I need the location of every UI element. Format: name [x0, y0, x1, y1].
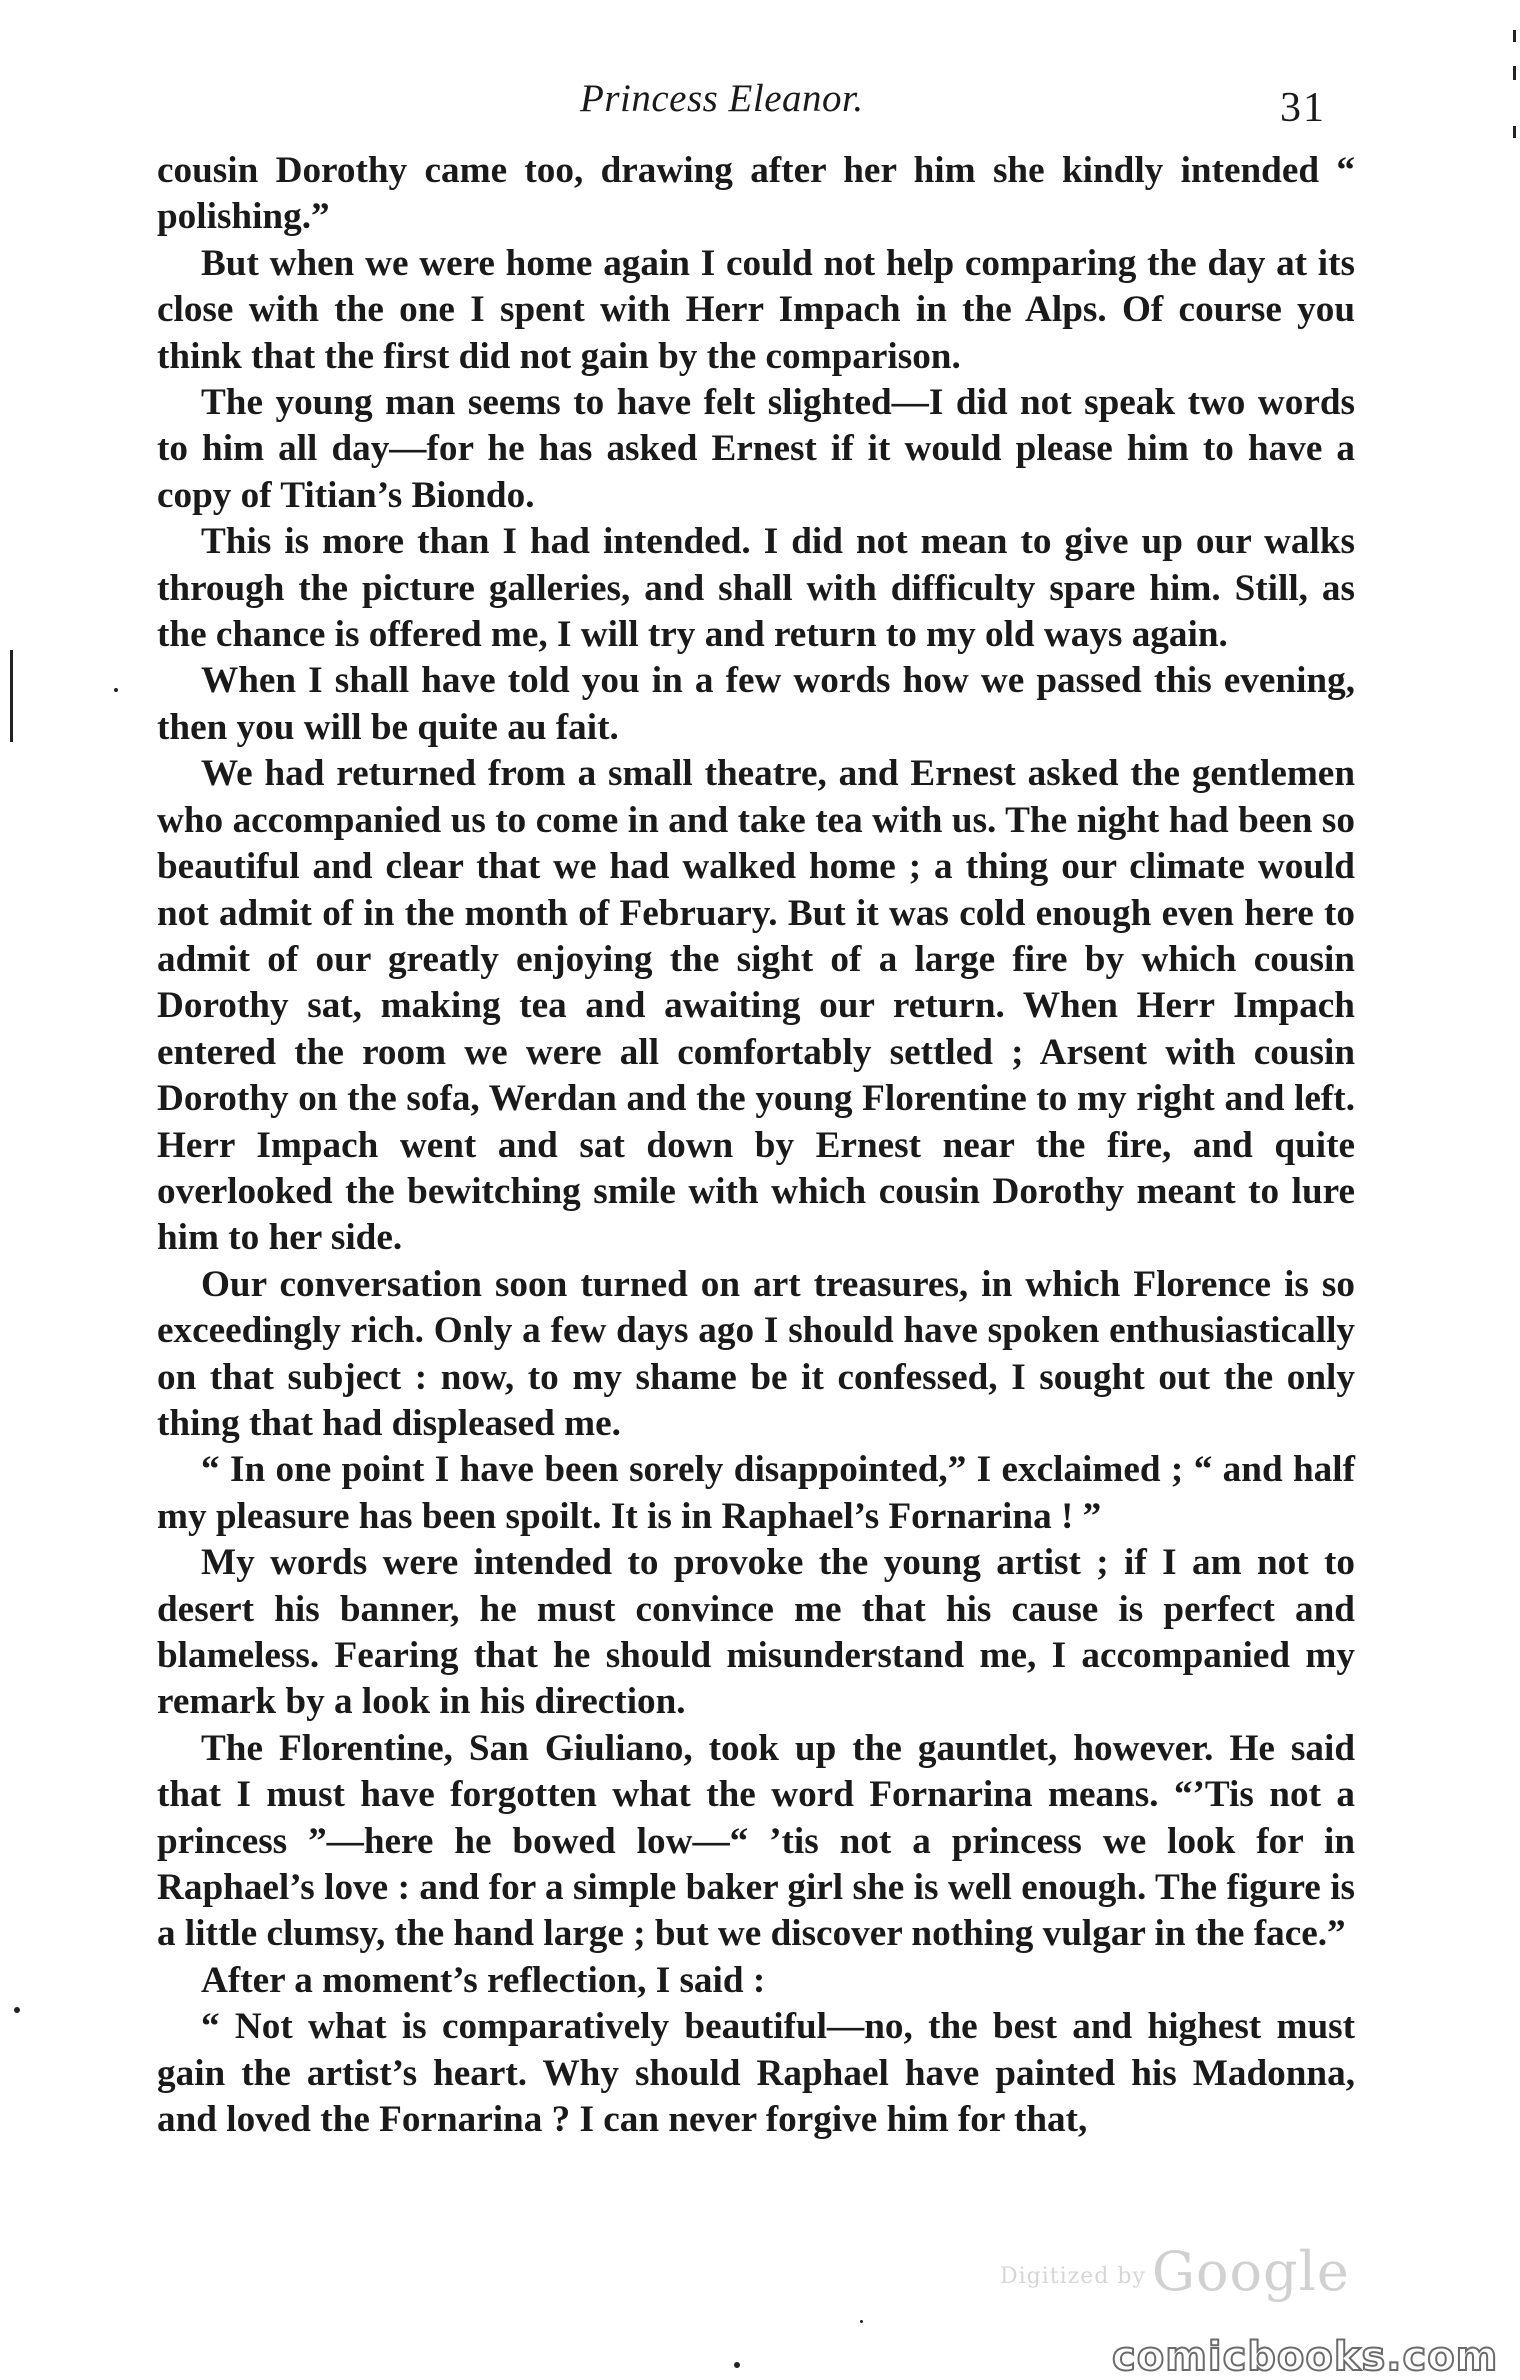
paragraph: When I shall have told you in a few words how we passed this evening, then you will be quite au fait. [157, 660, 1355, 748]
paragraph: After a moment’s reflection, I said : [201, 1959, 766, 2001]
scan-speck [734, 2362, 740, 2368]
paragraph: This is more than I had intended. I did not mean to give up our walks through the picture galleries, and shall with difficulty spare him. Still, as the chance is offered me, I will try and return to my old ways again. [157, 521, 1355, 656]
running-head [0, 70, 1520, 130]
paragraph: My words were intended to provoke the young artist ; if I am not to desert his banner, he must convince me that his cause is perfect and blameless. Fearing that he should misunderstand me, I accompanied my remark by a look in his direction. [157, 1542, 1355, 1723]
running-title: Princess Eleanor. [580, 77, 864, 120]
google-watermark [1000, 2240, 1350, 2303]
paragraph: But when we were home again I could not help comparing the day at its close with the one I spent with Herr Impach in the Alps. Of course you think that the first did not gain by the comparison. [157, 242, 1355, 377]
paragraph: “ Not what is comparatively beautiful—no, the best and highest must gain the artist’s heart. Why should Raphael have painted his Madonna, and loved the Fornarina ? I can never forgive him for that, [157, 2006, 1355, 2141]
google-watermark-prefix: Digitized by [1000, 2263, 1146, 2289]
paragraph: The Florentine, San Giuliano, took up the gauntlet, however. He said that I must have forgotten what the word Fornarina means. “’Tis not a princess ”—here he bowed low—“ ’tis not a princess we look for in Raphael’s love : and for a simple baker girl she is well enough. The figure is a little clumsy, the hand large ; but we discover nothing vulgar in the face.” [157, 1727, 1355, 1955]
scan-speck [14, 2007, 20, 2013]
google-watermark-logo: Google [1151, 2240, 1350, 2303]
scan-artifact-mark [1513, 66, 1516, 80]
page-number: 31 [1280, 85, 1326, 131]
site-watermark: comicbooks.com [1112, 2334, 1499, 2380]
scan-speck [860, 2320, 863, 2323]
paragraph: Our conversation soon turned on art treasures, in which Florence is so exceedingly rich. Only a few days ago I should have spoken enthusiastically on that subject : now, to my shame be it confessed, I sought out the only thing that had displeased me. [157, 1263, 1355, 1444]
body-text [157, 148, 1355, 2143]
scan-artifact-mark [1513, 30, 1516, 42]
scan-speck [114, 688, 118, 692]
paragraph: The young man seems to have felt slighted—I did not speak two words to him all day—for he has asked Ernest if it would please him to have a copy of Titian’s Biondo. [157, 382, 1355, 516]
scan-artifact-line [10, 650, 13, 742]
scan-artifact-mark [1513, 126, 1516, 138]
paragraph: cousin Dorothy came too, drawing after her him she kindly intended “ polishing.” [157, 150, 1355, 238]
paragraph: “ In one point I have been sorely disappointed,” I exclaimed ; “ and half my pleasure has been spoilt. It is in Raphael’s Fornarina ! ” [157, 1449, 1355, 1537]
paragraph: We had returned from a small theatre, and Ernest asked the gentlemen who accompanied us to come in and take tea with us. The night had been so beautiful and clear that we had walked home ; a thing our climate would not admit of in the month of February. But it was cold enough even here to admit of our greatly enjoying the sight of a large fire by which cousin Dorothy sat, making tea and awaiting our return. When Herr Impach entered the room we were all comfortably settled ; Arsent with cousin Dorothy on the sofa, Werdan and the young Florentine to my right and left. Herr Impach went and sat down by Ernest near the fire, and quite overlooked the bewitching smile with which cousin Dorothy meant to lure him to her side. [157, 753, 1355, 1259]
